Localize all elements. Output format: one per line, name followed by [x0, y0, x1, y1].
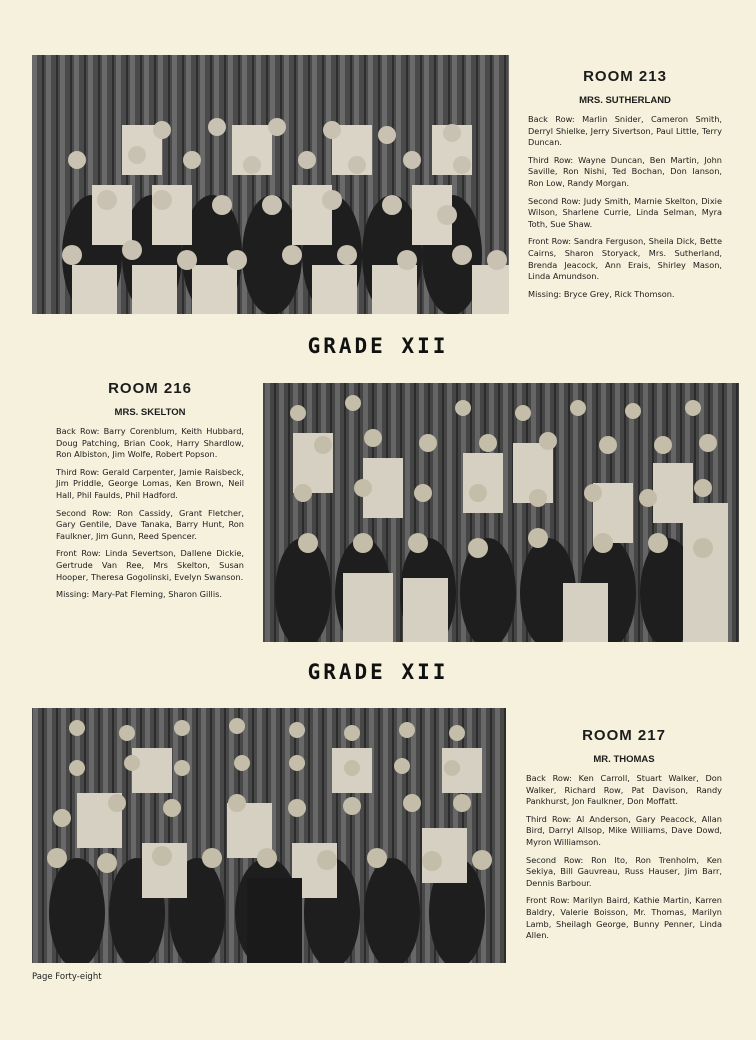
room-213-second-row: Second Row: Judy Smith, Marnie Skelton, Dixie Wilson, Sharlene Currie, Linda Selman, Myra Toth, Sue Shaw.: [528, 195, 722, 229]
room-216-missing: Missing: Mary-Pat Fleming, Sharon Gillis.: [56, 589, 222, 600]
grade-heading-1: GRADE XII: [307, 334, 449, 358]
class-photo-room-217: [32, 708, 506, 963]
page-footer: Page Forty-eight: [32, 972, 102, 982]
room-217-front-row: Front Row: Marilyn Baird, Kathie Martin, Karren Baldry, Valerie Boisson, Mr. Thomas, Marilyn Lamb, Sheilagh George, Bunny Penner, Linda Allen.: [526, 895, 722, 941]
class-photo-213-graphic: [32, 55, 509, 314]
room-213-teacher: MRS. SUTHERLAND: [579, 95, 671, 106]
room-216-title: ROOM 216: [108, 380, 192, 397]
grade-heading-2: GRADE XII: [307, 660, 449, 684]
room-217-back-row: Back Row: Ken Carroll, Stuart Walker, Don Walker, Richard Row, Pat Davison, Randy Pankhurst, Jon Faulkner, Don Moffatt.: [526, 773, 722, 807]
room-216-front-row: Front Row: Linda Severtson, Dallene Dickie, Gertrude Van Ree, Mrs Skelton, Susan Hooper, Theresa Gogolinski, Evelyn Swanson.: [56, 548, 244, 582]
room-217-title: ROOM 217: [582, 727, 666, 744]
room-217-teacher: MR. THOMAS: [593, 754, 655, 765]
room-216-teacher: MRS. SKELTON: [114, 407, 186, 418]
room-213-title: ROOM 213: [583, 68, 667, 85]
caption-room-217: [526, 727, 722, 948]
room-213-missing: Missing: Bryce Grey, Rick Thomson.: [528, 288, 675, 299]
caption-room-216: [56, 380, 244, 607]
class-photo-room-216: [263, 383, 739, 642]
class-photo-room-213: [32, 55, 509, 314]
room-213-back-row: Back Row: Marlin Snider, Cameron Smith, Derryl Shielke, Jerry Sivertson, Paul Little, Terry Duncan.: [528, 114, 722, 148]
room-216-second-row: Second Row: Ron Cassidy, Grant Fletcher, Gary Gentile, Dave Tanaka, Barry Hunt, Ron Faulkner, Jim Gunn, Reed Spencer.: [56, 507, 244, 541]
caption-room-213: [528, 68, 722, 306]
room-217-second-row: Second Row: Ron Ito, Ron Trenholm, Ken Sekiya, Bill Gauvreau, Russ Hauser, Jim Barr, Dennis Barbour.: [526, 854, 722, 888]
room-213-front-row: Front Row: Sandra Ferguson, Sheila Dick, Bette Cairns, Sharon Storyack, Mrs. Sutherland, Brenda Jeacock, Ann Erais, Shirley Mason, Linda Amundson.: [528, 236, 722, 282]
class-photo-217-graphic: [32, 708, 506, 963]
room-213-third-row: Third Row: Wayne Duncan, Ben Martin, John Saville, Ron Nishi, Ted Bochan, Don Ianson, Ron Low, Randy Morgan.: [528, 154, 722, 188]
class-photo-216-graphic: [263, 383, 739, 642]
room-216-back-row: Back Row: Barry Corenblum, Keith Hubbard, Doug Patching, Brian Cook, Harry Shardlow, Ron Albiston, Jim Wolfe, Robert Popson.: [56, 426, 244, 460]
room-217-third-row: Third Row: Al Anderson, Gary Peacock, Allan Bird, Darryl Allsop, Mike Williams, Dave Dowd, Myron Williamson.: [526, 813, 722, 847]
room-216-third-row: Third Row: Gerald Carpenter, Jamie Raisbeck, Jim Priddle, George Lomas, Ken Brown, Neil Hall, Phil Faulds, Phil Hadford.: [56, 466, 244, 500]
